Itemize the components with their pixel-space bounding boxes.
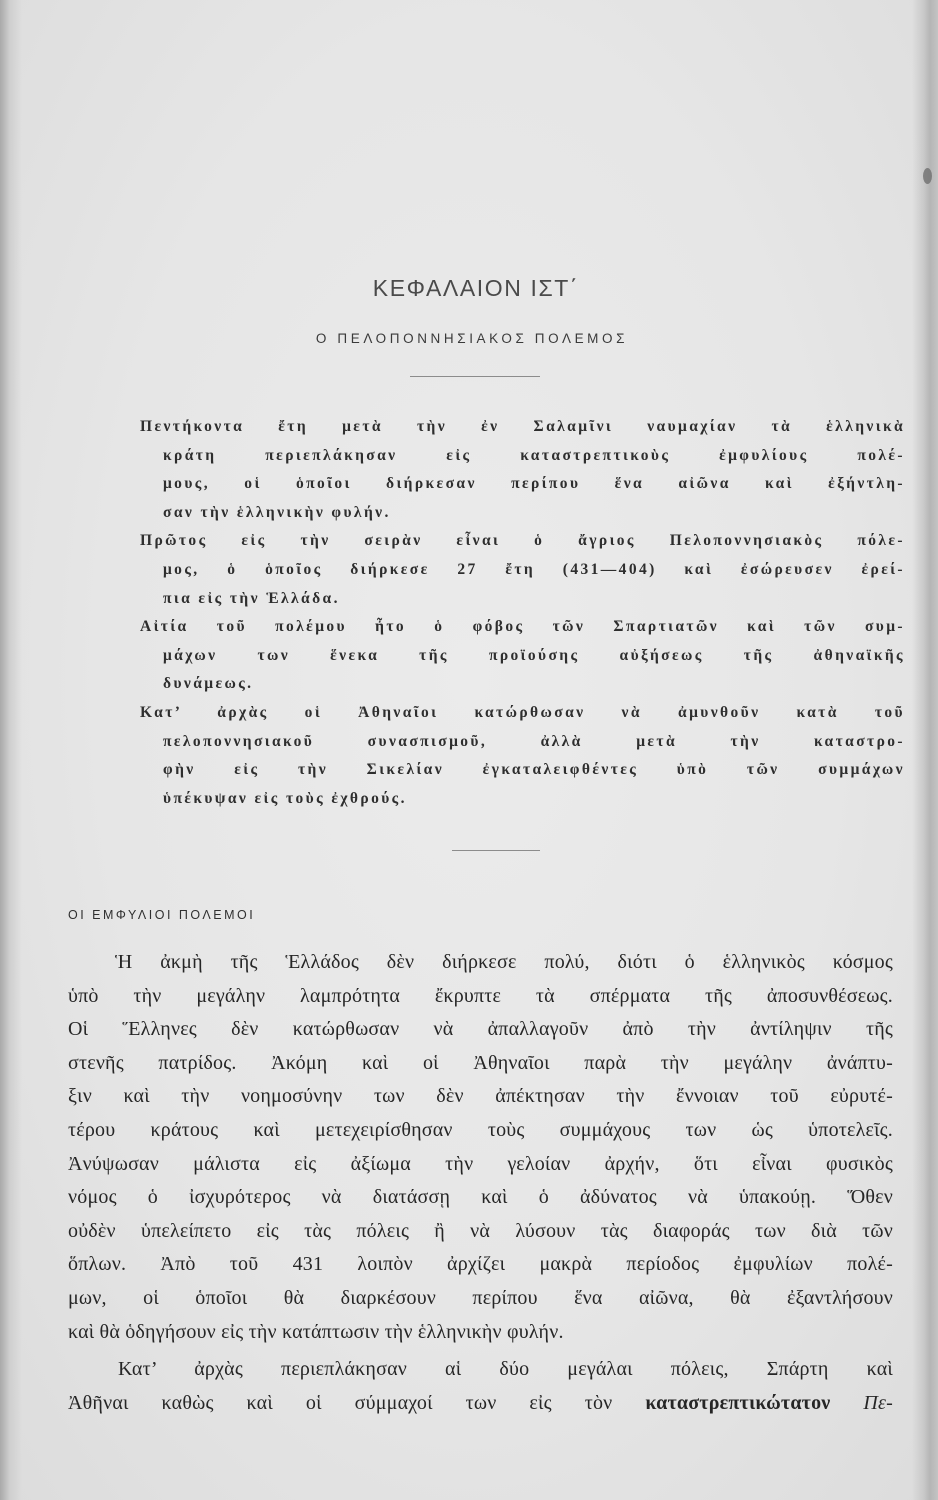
- summary-line: σαν τὴν ἑλληνικὴν φυλήν.: [163, 503, 391, 521]
- section-body: [68, 946, 893, 1420]
- summary-paragraph: [140, 413, 905, 527]
- body-line: ὅπλων. Ἀπὸ τοῦ 431 λοιπὸν ἀρχίζει μακρὰ περίοδος ἐμφυλίων πολέ-: [68, 1253, 893, 1276]
- body-line: Οἱ Ἕλληνες δὲν κατώρθωσαν νὰ ἀπαλλαγοῦν ἀπὸ τὴν ἀντίληψιν τῆς: [68, 1018, 893, 1041]
- summary-line: Αἰτία τοῦ πολέμου ἦτο ὁ φόβος τῶν Σπαρτιατῶν καὶ τῶν συμ-: [140, 618, 905, 636]
- summary-line: πελοποννησιακοῦ συνασπισμοῦ, ἀλλὰ μετὰ τὴν καταστρο-: [163, 732, 905, 750]
- section-heading: ΟΙ ΕΜΦΥΛΙΟΙ ΠΟΛΕΜΟΙ: [68, 908, 256, 922]
- divider-rule: [410, 376, 540, 377]
- summary-line: δυνάμεως.: [163, 675, 254, 693]
- body-line: νόμος ὁ ἰσχυρότερος νὰ διατάσσῃ καὶ ὁ ἀδύνατος νὰ ὑπακούῃ. Ὅθεν: [68, 1186, 893, 1209]
- summary-line: φὴν εἰς τὴν Σικελίαν ἐγκαταλειφθέντες ὑπὸ τῶν συμμάχων: [163, 761, 905, 779]
- summary-line: μους, οἱ ὁποῖοι διήρκεσαν περίπου ἕνα αἰῶνα καὶ ἐξήντλη-: [163, 475, 905, 493]
- body-text: Ἀθῆναι καθὼς καὶ οἱ σύμμαχοί των εἰς τὸν: [68, 1391, 646, 1414]
- summary-line: Πρῶτος εἰς τὴν σειρὰν εἶναι ὁ ἄγριος Πελοποννησιακὸς πόλε-: [140, 532, 905, 550]
- body-line: Κατ’ ἀρχὰς περιεπλάκησαν αἱ δύο μεγάλαι πόλεις, Σπάρτη καὶ: [118, 1358, 893, 1381]
- summary-line: πια εἰς τὴν Ἑλλάδα.: [163, 589, 340, 607]
- chapter-subtitle: Ο ΠΕΛΟΠΟΝΝΗΣΙΑΚΟΣ ΠΟΛΕΜΟΣ: [315, 331, 629, 346]
- body-line: τέρου κράτους καὶ μετεχειρίσθησαν τοὺς συμμάχους των ὡς ὑποτελεῖς.: [68, 1118, 893, 1141]
- summary-line: κράτη περιεπλάκησαν εἰς καταστρεπτικοὺς ἐμφυλίους πολέ-: [163, 446, 905, 464]
- summary-line: Κατ’ ἀρχὰς οἱ Ἀθηναῖοι κατώρθωσαν νὰ ἀμυνθοῦν κατὰ τοῦ: [140, 703, 905, 721]
- body-line-continued: [68, 1387, 893, 1421]
- summary-paragraph: [140, 527, 905, 613]
- divider-rule: [452, 850, 540, 851]
- summary-paragraph: [140, 699, 905, 813]
- summary-line: ὑπέκυψαν εἰς τοὺς ἐχθρούς.: [163, 789, 407, 807]
- body-line: ὑπὸ τὴν μεγάλην λαμπρότητα ἔκρυπτε τὰ σπέρματα τῆς ἀποσυνθέσεως.: [68, 984, 893, 1007]
- chapter-title: ΚΕΦΑΛΑΙΟΝ ΙΣΤ΄: [372, 275, 580, 301]
- italic-fragment: Πε-: [830, 1391, 893, 1414]
- chapter-summary: [140, 413, 905, 813]
- summary-line: Πεντήκοντα ἔτη μετὰ τὴν ἐν Σαλαμῖνι ναυμαχίαν τὰ ἑλληνικὰ: [140, 418, 905, 435]
- body-line: μων, οἱ ὁποῖοι θὰ διαρκέσουν περίπου ἕνα αἰῶνα, θὰ ἐξαντλήσουν: [68, 1286, 893, 1309]
- page-edge: [912, 0, 938, 1500]
- body-line: οὐδὲν ὑπελείπετο εἰς τὰς πόλεις ἢ νὰ λύσουν τὰς διαφοράς των διὰ τῶν: [68, 1219, 893, 1242]
- ink-blot: [923, 168, 932, 184]
- page-binding-shadow: [0, 0, 22, 1500]
- summary-paragraph: [140, 613, 905, 699]
- body-paragraph: [68, 1353, 893, 1420]
- body-line: στενῆς πατρίδος. Ἀκόμη καὶ οἱ Ἀθηναῖοι παρὰ τὴν μεγάλην ἀνάπτυ-: [68, 1051, 893, 1074]
- emphasized-word: καταστρεπτικώτατον: [645, 1391, 831, 1414]
- body-paragraph: [68, 946, 893, 1349]
- body-line: καὶ θὰ ὁδηγήσουν εἰς τὴν κατάπτωσιν τὴν ἑλληνικὴν φυλήν.: [68, 1320, 564, 1343]
- body-line: Ἡ ἀκμὴ τῆς Ἑλλάδος δὲν διήρκεσε πολύ, διότι ὁ ἑλληνικὸς κόσμος: [115, 951, 893, 973]
- summary-line: μάχων των ἕνεκα τῆς προϊούσης αὐξήσεως τῆς ἀθηναϊκῆς: [163, 646, 905, 664]
- summary-line: μος, ὁ ὁποῖος διήρκεσε 27 ἔτη (431—404) καὶ ἐσώρευσεν ἐρεί-: [163, 560, 905, 578]
- body-line: Ἀνύψωσαν μάλιστα εἰς ἀξίωμα τὴν γελοίαν ἀρχήν, ὅτι εἶναι φυσικὸς: [68, 1152, 893, 1175]
- body-line: ξιν καὶ τὴν νοημοσύνην των δὲν ἀπέκτησαν τὴν ἔννοιαν τοῦ εὐρυτέ-: [68, 1085, 893, 1108]
